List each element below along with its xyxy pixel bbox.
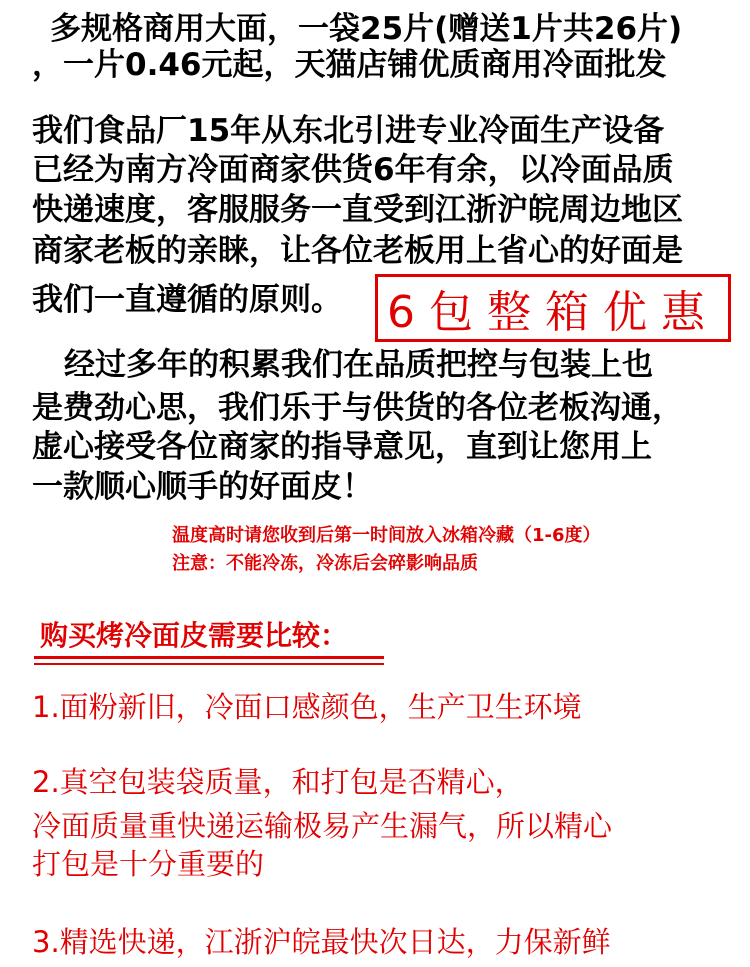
compare-item-3: 3.精选快递，江浙沪皖最快次日达，力保新鲜 — [32, 925, 611, 959]
quality-line-3: 虚心接受各位商家的指导意见，直到让您用上 — [32, 429, 652, 465]
notice-line-2: 注意：不能冷冻，冷冻后会碎影响品质 — [172, 553, 478, 574]
intro-line-4: 商家老板的亲睐，让各位老板用上省心的好面是 — [32, 233, 683, 269]
compare-item-2-line-3: 打包是十分重要的 — [32, 847, 265, 881]
title-underline — [34, 656, 384, 659]
quality-line-4: 一款顺心顺手的好面皮！ — [32, 469, 373, 505]
title-underline-2 — [34, 663, 384, 665]
intro-line-3: 快递速度，客服服务一直受到江浙沪皖周边地区 — [32, 192, 683, 228]
compare-title: 购买烤冷面皮需要比较： — [40, 619, 349, 652]
compare-item-2-line-1: 2.真空包装袋质量，和打包是否精心， — [32, 765, 524, 799]
intro-line-1: 我们食品厂15年从东北引进专业冷面生产设备 — [32, 113, 665, 149]
header-line-1: 多规格商用大面，一袋25片(赠送1片共26片) — [50, 11, 683, 47]
promo-box — [375, 274, 731, 342]
intro-line-2: 已经为南方冷面商家供货6年有余，以冷面品质 — [32, 152, 674, 188]
compare-item-2-line-2: 冷面质量重快递运输极易产生漏气，所以精心 — [32, 809, 613, 843]
compare-item-1: 1.面粉新旧，冷面口感颜色，生产卫生环境 — [32, 690, 582, 724]
intro-line-5: 我们一直遵循的原则。 — [32, 282, 342, 318]
quality-line-2: 是费劲心思，我们乐于与供货的各位老板沟通， — [32, 390, 683, 426]
promo-label: 6包整箱优惠 — [387, 287, 719, 338]
header-line-2: ，一片0.46元起，天猫店铺优质商用冷面批发 — [32, 47, 667, 83]
notice-line-1: 温度高时请您收到后第一时间放入冰箱冷藏（1-6度） — [172, 525, 601, 546]
quality-line-1: 经过多年的积累我们在品质把控与包装上也 — [64, 347, 653, 383]
